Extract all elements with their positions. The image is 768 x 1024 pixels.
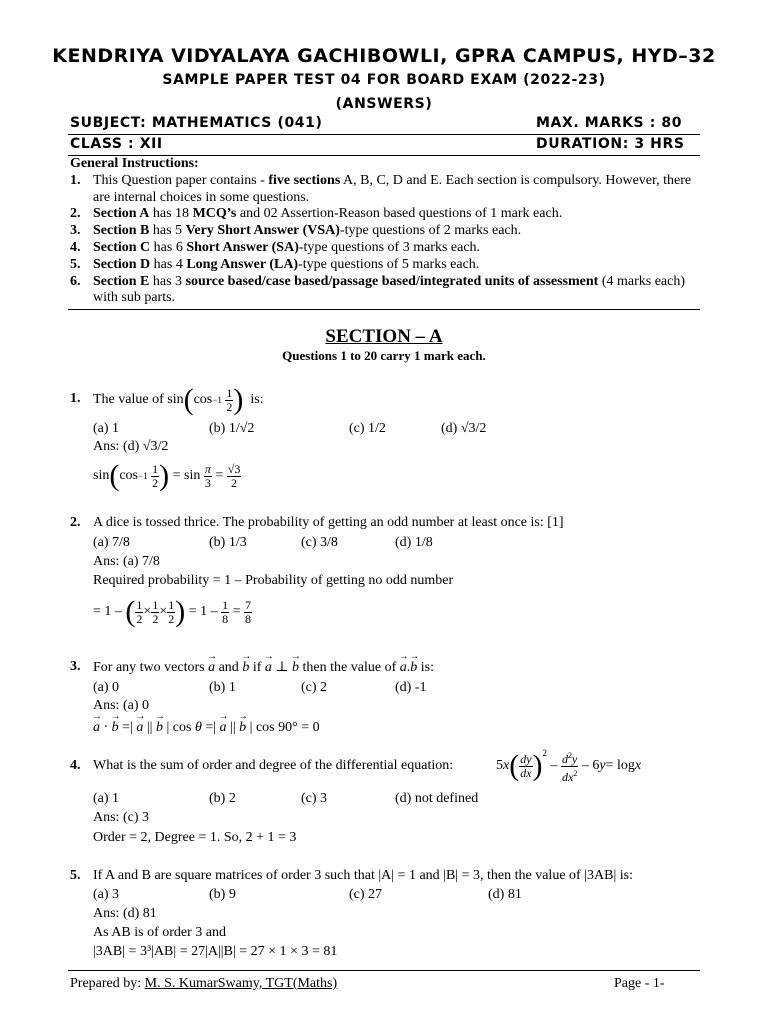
option-a: (a) 1 [93, 791, 120, 806]
instruction-run: has 3 [149, 273, 186, 289]
instruction-run: A, B, C, D and E. Each section is compulsory. However, there are internal choices in some questions. [93, 172, 692, 205]
max-marks: MAX. MARKS : 80 [536, 115, 683, 131]
question-4-text: What is the sum of order and degree of the differential equation: [93, 758, 454, 773]
option-c: (c) 3/8 [301, 535, 338, 550]
solution-line: Required probability = 1 – Probability of getting no odd number [93, 573, 454, 588]
section-subtitle: Questions 1 to 20 carry 1 mark each. [282, 348, 486, 363]
instruction-emphasis: Very Short Answer (VSA) [185, 223, 340, 239]
option-d: (d) 1/8 [395, 535, 433, 550]
instruction-run: has 4 [150, 256, 187, 272]
question-number: 4. [70, 758, 81, 773]
page-number: Page - 1- [614, 976, 665, 991]
instruction-emphasis: MCQ’s [192, 206, 237, 222]
instruction-item [70, 223, 700, 240]
instruction-emphasis: Section E [93, 273, 150, 289]
footer-prepared-by [70, 976, 337, 992]
question-1-text: The value of sin ( cos −1 $\frac{1}{2}$ ) is: [93, 383, 264, 416]
answer-line: Ans: (d) 81 [93, 906, 157, 921]
option-a: (a) 7/8 [93, 535, 130, 550]
instruction-run: has 18 [149, 206, 193, 222]
instruction-number: 6. [70, 273, 81, 289]
general-instructions [70, 156, 700, 307]
option-d: (d) -1 [395, 680, 427, 695]
answers-label: (ANSWERS) [335, 96, 433, 112]
instruction-number: 3. [70, 223, 81, 239]
prepared-label: Prepared by: [70, 976, 142, 991]
instruction-item [70, 173, 700, 207]
instructions-title: General Instructions: [70, 156, 199, 171]
instructions-list [70, 173, 700, 307]
header-divider [68, 134, 700, 135]
instruction-run: has 5 [149, 223, 186, 239]
instruction-run: -type questions of 5 marks each. [298, 256, 480, 272]
option-c: (c) 2 [301, 680, 328, 695]
instruction-number: 1. [70, 172, 81, 188]
solution-formula: → a · → b =| → a || → b | cos θ =| → a || → b | cos 90° = 0 [93, 719, 320, 737]
instruction-run: -type questions of 3 marks each. [298, 239, 481, 255]
solution-line: |3AB| = 3³|AB| = 27|A||B| = 27 × 1 × 3 = 81 [93, 944, 338, 959]
instruction-emphasis: Section D [93, 256, 151, 272]
instruction-number: 4. [70, 239, 81, 255]
answer-line: Ans: (a) 7/8 [93, 554, 160, 569]
question-5-text: If A and B are square matrices of order 3 such that |A| = 1 and |B| = 3, then the value of |3AB| is: [93, 868, 633, 883]
instruction-emphasis: Section A [93, 206, 150, 222]
instruction-run: -type questions of 2 marks each. [339, 223, 522, 239]
instruction-text [93, 240, 700, 257]
question-3-text: For any two vectors → a and → b if → a ⊥ → b then the value of → a.→ b is: [93, 659, 434, 677]
instruction-number: 2. [70, 206, 81, 222]
instruction-item [70, 257, 700, 274]
duration-label: DURATION: 3 HRS [536, 136, 685, 152]
option-a: (a) 1 [93, 421, 120, 436]
instruction-text [93, 206, 700, 223]
question-number: 3. [70, 659, 81, 674]
option-d: (d) 81 [488, 887, 522, 902]
solution-formula: = 1 – ( $\frac{1}{2}$ × $\frac{1}{2}$ × $\frac{1}{2}$ ) = 1 – $\frac{1}{8}$ = $\frac{7}{8}$ [93, 595, 252, 628]
instruction-text [93, 223, 700, 240]
instruction-text [93, 274, 700, 308]
option-a: (a) 0 [93, 680, 120, 695]
solution-line: Order = 2, Degree = 1. So, 2 + 1 = 3 [93, 830, 297, 845]
differential-equation: 5 x ( $\frac{dy}{dx}$ ) $^2$ – $\frac{d^2y}{dx^2}$ – 6 y = log x [496, 748, 642, 784]
instruction-emphasis: source based/case based/passage based/integrated units of assessment [185, 273, 599, 289]
instruction-emphasis: Section B [93, 223, 150, 239]
instruction-text [93, 173, 700, 207]
paper-title: SAMPLE PAPER TEST 04 FOR BOARD EXAM (2022-23) [162, 72, 606, 88]
option-b: (b) 9 [209, 887, 236, 902]
instruction-item [70, 274, 700, 308]
answer-line: Ans: (d) √3/2 [93, 439, 169, 454]
option-c: (c) 27 [349, 887, 383, 902]
instruction-run: and 02 Assertion-Reason based questions of 1 mark each. [236, 206, 563, 222]
class-label: CLASS : XII [70, 136, 163, 152]
section-title: SECTION – A [325, 326, 443, 347]
option-b: (b) 2 [209, 791, 236, 806]
instruction-run: This Question paper contains - [93, 172, 269, 188]
option-d: (d) √3/2 [441, 421, 487, 436]
instruction-number: 5. [70, 256, 81, 272]
option-a: (a) 3 [93, 887, 120, 902]
answer-line: Ans: (c) 3 [93, 810, 149, 825]
answer-line: Ans: (a) 0 [93, 698, 149, 713]
option-c: (c) 3 [301, 791, 328, 806]
option-c: (c) 1/2 [349, 421, 386, 436]
instruction-text [93, 257, 700, 274]
option-d: (d) not defined [395, 791, 479, 806]
instruction-run: has 6 [150, 239, 187, 255]
instruction-emphasis: Section C [93, 239, 151, 255]
question-number: 2. [70, 515, 81, 530]
school-title: KENDRIYA VIDYALAYA GACHIBOWLI, GPRA CAMPUS, HYD–32 [52, 45, 716, 67]
instruction-emphasis: five sections [268, 172, 341, 188]
solution-formula: sin ( cos −1 $\frac{1}{2}$ ) = sin $\frac{\pi}{3}$ = $\frac{√3}{2}$ [93, 459, 241, 492]
solution-line: As AB is of order 3 and [93, 925, 226, 940]
option-b: (b) 1 [209, 680, 236, 695]
option-b: (b) 1/3 [209, 535, 247, 550]
instructions-divider [68, 309, 700, 310]
question-2-text: A dice is tossed thrice. The probability of getting an odd number at least once is: [1] [93, 515, 564, 530]
option-b: (b) 1/√2 [209, 421, 255, 436]
question-number: 5. [70, 868, 81, 883]
instruction-emphasis: Long Answer (LA) [186, 256, 299, 272]
author-name: M. S. KumarSwamy, TGT(Maths) [144, 976, 338, 991]
instruction-run: (4 marks each) with sub parts. [93, 273, 686, 306]
subject-label: SUBJECT: MATHEMATICS (041) [70, 115, 323, 131]
question-number: 1. [70, 391, 81, 406]
instruction-item [70, 206, 700, 223]
question-lead: The value of [93, 392, 164, 407]
footer-divider [68, 970, 700, 971]
question-tail: is: [250, 392, 264, 407]
instruction-item [70, 240, 700, 257]
instruction-emphasis: Short Answer (SA) [186, 239, 299, 255]
